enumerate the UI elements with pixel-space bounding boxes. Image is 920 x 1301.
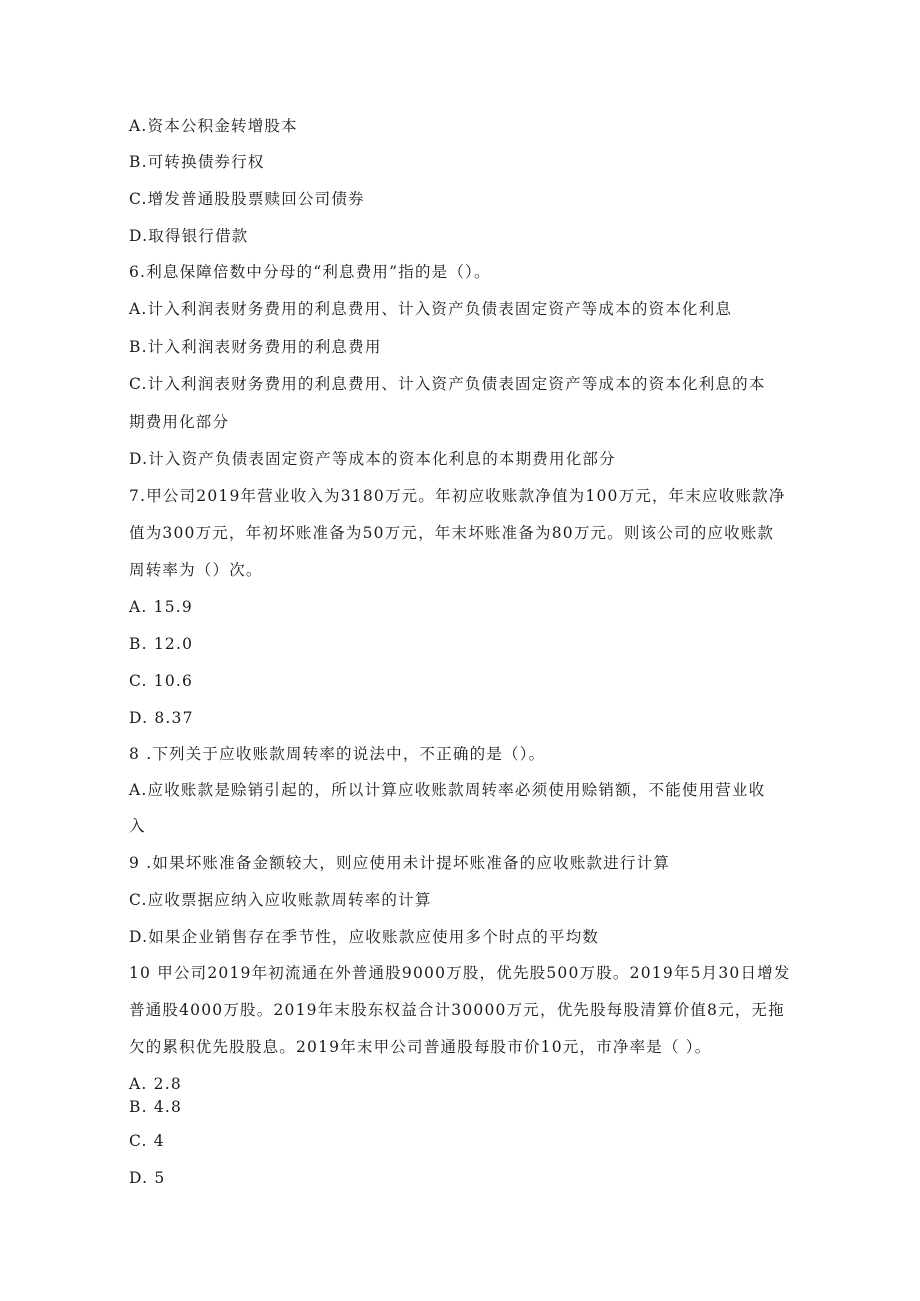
option-5b: B.可转换债券行权: [129, 153, 265, 171]
question-8: 8 .下列关于应收账款周转率的说法中，不正确的是（）。: [129, 745, 546, 763]
option-8c: C.应收票据应纳入应收账款周转率的计算: [129, 891, 432, 909]
question-7-line1: 7.甲公司2019年营业收入为3180万元。年初应收账款净值为100万元，年末应收账款净: [129, 487, 786, 505]
option-5d: D.取得银行借款: [129, 227, 249, 245]
option-7b: B. 12.0: [129, 635, 194, 653]
option-8a-line2: 入: [129, 817, 146, 835]
question-7-line3: 周转率为（）次。: [129, 561, 263, 579]
option-5a: A.资本公积金转增股本: [129, 117, 298, 135]
option-6b: B.计入利润表财务费用的利息费用: [129, 338, 382, 356]
option-8a-line1: A.应收账款是赊销引起的，所以计算应收账款周转率必须使用赊销额，不能使用营业收: [129, 781, 766, 799]
question-7-line2: 值为300万元，年初坏账准备为50万元，年末坏账准备为80万元。则该公司的应收账款: [129, 524, 775, 542]
question-10-line3: 欠的累积优先股股息。2019年末甲公司普通股每股市价10元，市净率是（ ）。: [129, 1038, 712, 1056]
option-6a: A.计入利润表财务费用的利息费用、计入资产负债表固定资产等成本的资本化利息: [129, 300, 733, 318]
option-7c: C. 10.6: [129, 672, 194, 690]
option-10b: B. 4.8: [129, 1098, 183, 1116]
option-10c: C. 4: [129, 1132, 165, 1150]
option-10d: D. 5: [129, 1169, 166, 1187]
question-6: 6.利息保障倍数中分母的“利息费用”指的是（）。: [129, 263, 491, 281]
question-10-line2: 普通股4000万股。2019年末股东权益合计30000万元，优先股每股清算价值8元，无拖: [129, 1001, 785, 1019]
option-6d: D.计入资产负债表固定资产等成本的资本化利息的本期费用化部分: [129, 450, 616, 468]
option-8b: 9 .如果坏账准备金额较大，则应使用未计提坏账准备的应收账款进行计算: [129, 854, 671, 872]
option-8d: D.如果企业销售存在季节性，应收账款应使用多个时点的平均数: [129, 928, 600, 946]
option-10a: A. 2.8: [129, 1075, 182, 1093]
option-7d: D. 8.37: [129, 709, 194, 727]
option-6c-line1: C.计入利润表财务费用的利息费用、计入资产负债表固定资产等成本的资本化利息的本: [129, 375, 766, 393]
option-5c: C.增发普通股股票赎回公司债券: [129, 190, 365, 208]
option-7a: A. 15.9: [129, 598, 193, 616]
question-10-line1: 10 甲公司2019年初流通在外普通股9000万股，优先股500万股。2019年5月30日增发: [129, 964, 791, 982]
option-6c-line2: 期费用化部分: [129, 413, 230, 431]
